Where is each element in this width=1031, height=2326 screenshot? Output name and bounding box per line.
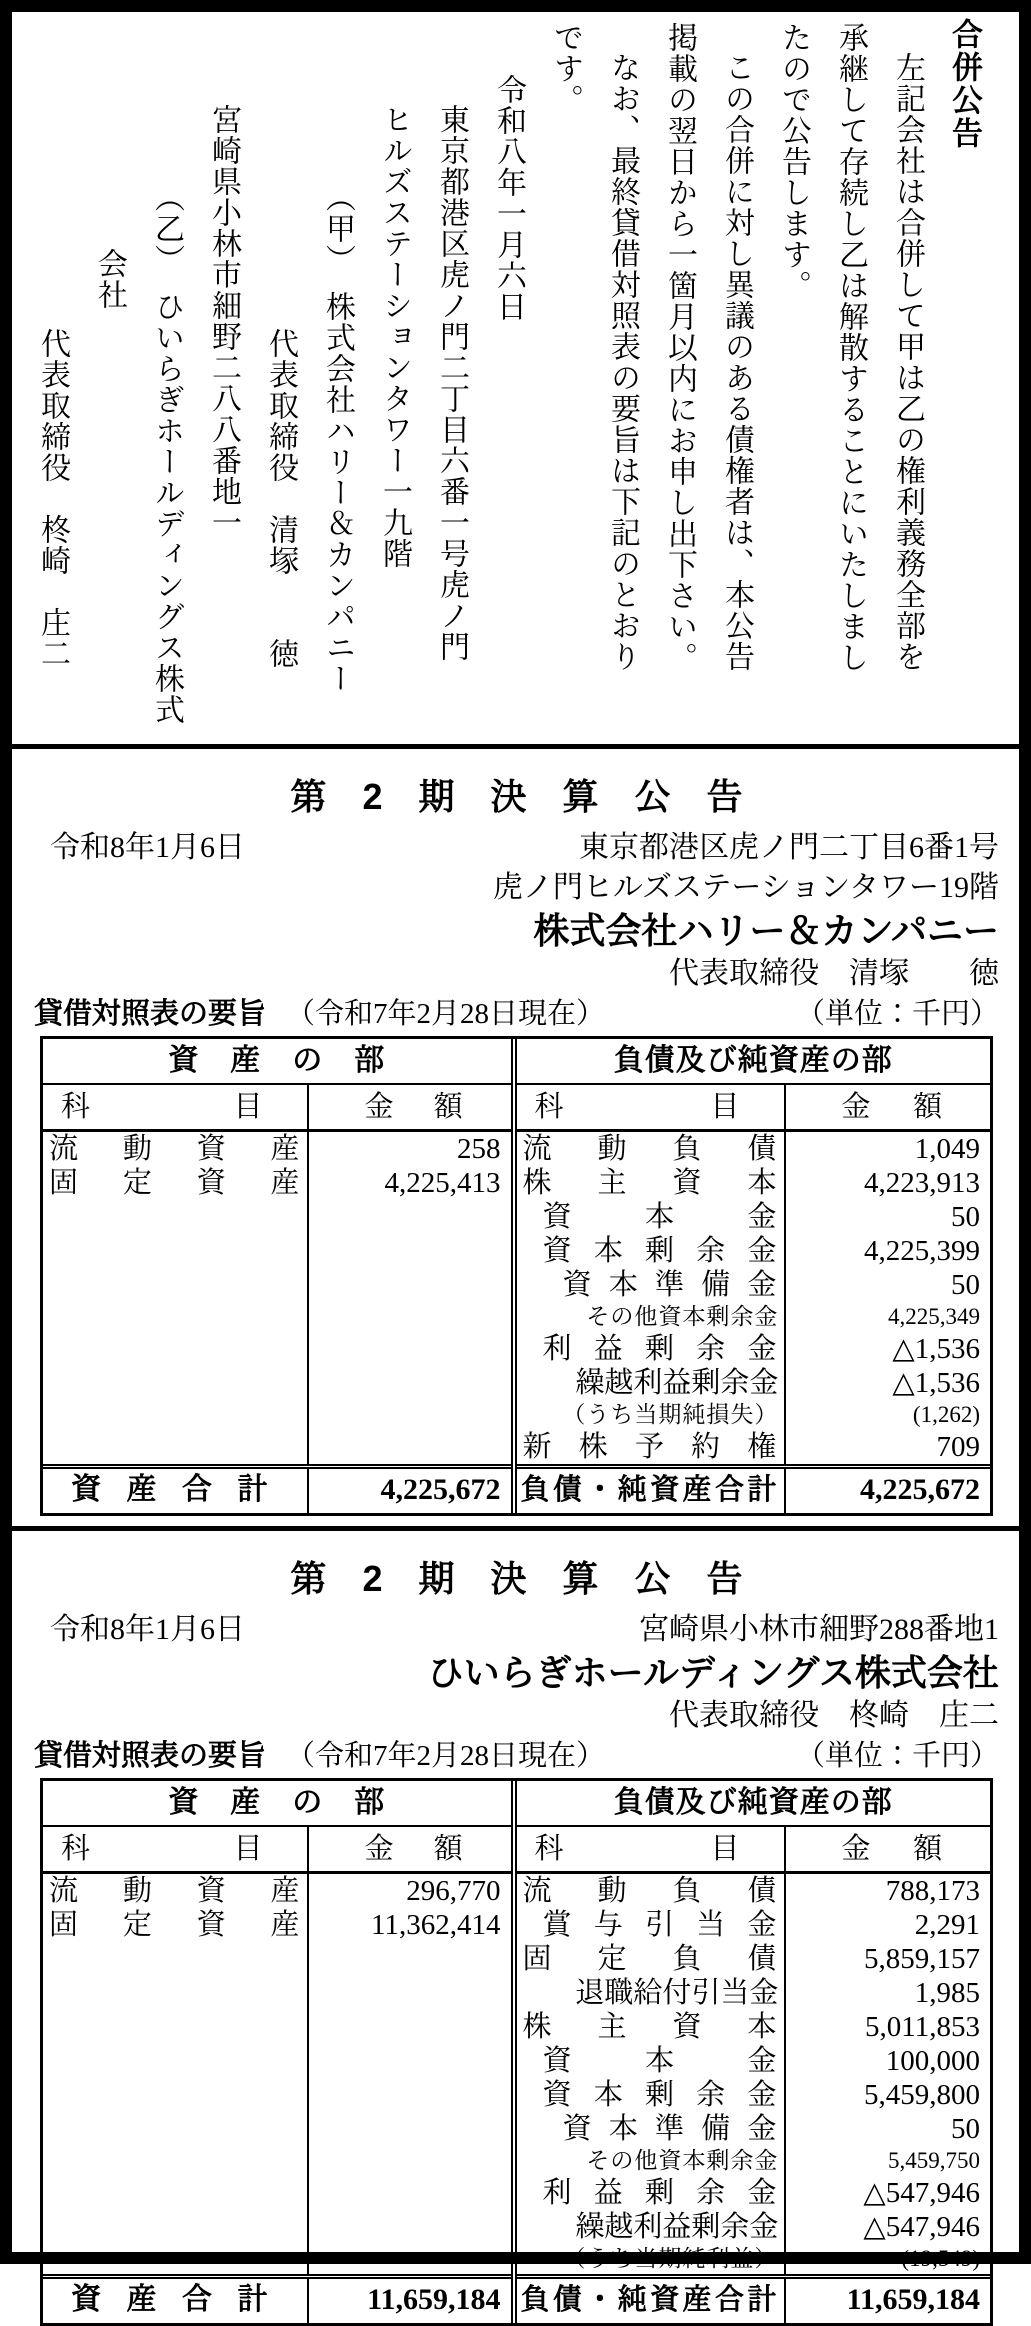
liabilities-subheader (517, 1827, 991, 1874)
balance-sheet-label: 貸借対照表の要旨 (34, 998, 267, 1030)
account-amount: 788,173 (885, 1875, 980, 1907)
account-amount: 50 (950, 1201, 980, 1233)
account-name: 流 動 資 産 (43, 1874, 309, 1908)
account-amount: 11,362,414 (371, 1909, 501, 1941)
liabilities-half (517, 1039, 991, 1513)
company-a-name: （甲） 株式会社ハリー＆カンパニー (321, 182, 354, 694)
liabilities-body (517, 1132, 991, 1464)
account-amount: 296,770 (406, 1875, 501, 1907)
account-name: その他資本剰余金 (517, 1302, 787, 1332)
balance-sheet-label: 貸借対照表の要旨 (34, 1740, 267, 1772)
table-row (517, 1400, 991, 1430)
account-amount: △547,946 (863, 2177, 980, 2209)
liabilities-header: 負債及び純資産の部 (517, 1781, 991, 1827)
table-row (517, 1976, 991, 2010)
company-b-address: 宮崎県小林市細野二八八番地一 (207, 104, 240, 538)
assets-subheader (43, 1827, 511, 1874)
settlement-section-1 (12, 749, 1019, 1516)
company-representative: 代表取締役 清塚 徳 (669, 957, 999, 990)
table-row (517, 1234, 991, 1268)
account-name: 賞 与 引 当 金 (517, 1908, 787, 1942)
account-amount: 5,011,853 (865, 2011, 980, 2043)
table-row (517, 2044, 991, 2078)
table-row (517, 1268, 991, 1302)
assets-header: 資 産 の 部 (43, 1039, 511, 1085)
account-amount: (1,262) (912, 1402, 980, 1427)
account-amount: 100,000 (885, 2045, 980, 2077)
date-address-row (34, 1610, 999, 1650)
table-row (517, 2176, 991, 2210)
merger-notice-line: 承継して存続し乙は解散することにいたしまし (834, 22, 867, 673)
company-b-name-line-1: （乙） ひいらぎホールディングス株式 (150, 182, 183, 725)
assets-total-amount: 4,225,672 (380, 1473, 501, 1506)
liabilities-total-label: 負債・純資産合計 (517, 2279, 787, 2323)
company-b-representative: 代表取締役 柊崎 庄二 (36, 328, 69, 669)
amount-column-header: 金 額 (364, 1833, 463, 1865)
balance-sheet-date: （令和7年2月28日現在） (286, 1740, 606, 1772)
settlement-section-2 (12, 1531, 1019, 2326)
merger-notice-line: たので公告します。 (777, 22, 810, 301)
account-name: 流 動 負 債 (517, 1874, 787, 1908)
merger-notice-title: 合併公告 (947, 18, 982, 150)
account-amount: 50 (950, 1269, 980, 1301)
balance-sheet-caption (34, 1738, 999, 1774)
account-name: 新 株 予 約 権 (517, 1430, 787, 1464)
balance-sheet-unit: （単位：千円） (795, 1740, 999, 1772)
liabilities-half (517, 1781, 991, 2323)
table-row (517, 2078, 991, 2112)
table-row (517, 1430, 991, 1464)
account-amount: 5,459,800 (863, 2079, 980, 2111)
company-name: ひいらぎホールディングス株式会社 (427, 1652, 999, 1693)
account-name: 利 益 剰 余 金 (517, 2176, 787, 2210)
company-b-name-line-2: 会社 (93, 248, 126, 310)
account-name: 資 本 剰 余 金 (517, 2078, 787, 2112)
account-amount: 5,459,750 (887, 2148, 980, 2173)
account-name: 固 定 資 産 (43, 1908, 309, 1942)
assets-body (43, 1132, 511, 1464)
amount-column-header: 金 額 (841, 1833, 942, 1865)
settlement-date: 令和8年1月6日 (50, 1613, 245, 1646)
account-name: 繰越利益剰余金 (517, 2210, 787, 2244)
account-amount: △547,946 (863, 2211, 980, 2243)
company-address-line-2: 虎ノ門ヒルズステーションタワー19階 (492, 871, 999, 904)
account-name: 資 本 剰 余 金 (517, 1234, 787, 1268)
account-amount: 1,985 (914, 1977, 980, 2009)
liabilities-total-label: 負債・純資産合計 (517, 1469, 787, 1513)
company-representative: 代表取締役 柊崎 庄二 (669, 1699, 999, 1732)
account-name: 退職給付引当金 (517, 1976, 787, 2010)
account-name: 資 本 準 備 金 (517, 1268, 787, 1302)
account-name: 株 主 資 本 (517, 2010, 787, 2044)
date-address-row (34, 828, 999, 868)
balance-sheet-unit: （単位：千円） (795, 998, 999, 1030)
account-amount: 4,225,399 (863, 1235, 980, 1267)
balance-sheet-table (40, 1036, 993, 1516)
account-name: （うち当期純利益） (517, 2244, 787, 2274)
table-row (517, 2146, 991, 2176)
account-amount: 709 (936, 1431, 980, 1463)
account-name: 資 本 金 (517, 2044, 787, 2078)
account-amount: 4,225,349 (887, 1304, 980, 1329)
account-name: 固 定 資 産 (43, 1166, 309, 1200)
subject-column-header: 科 目 (43, 1827, 309, 1871)
subject-column-header: 科 目 (517, 1085, 787, 1129)
account-amount: △1,536 (892, 1333, 980, 1365)
table-row (517, 1132, 991, 1166)
table-row (517, 1332, 991, 1366)
account-name: 流 動 資 産 (43, 1132, 309, 1166)
liabilities-header: 負債及び純資産の部 (517, 1039, 991, 1085)
account-amount: (19,549) (901, 2246, 980, 2271)
assets-total-row (43, 1464, 511, 1513)
settlement-date: 令和8年1月6日 (50, 831, 245, 864)
table-row (517, 1874, 991, 1908)
liabilities-total-row (517, 1464, 991, 1513)
account-amount: 50 (950, 2113, 980, 2145)
assets-half (43, 1781, 517, 2323)
table-row (517, 2244, 991, 2274)
table-row (517, 1302, 991, 1332)
table-row (517, 2210, 991, 2244)
table-row (43, 1132, 511, 1166)
merger-notice-line: この合併に対し異議のある債権者は、本公告 (720, 52, 753, 672)
subject-column-header: 科 目 (517, 1827, 787, 1871)
liabilities-total-amount: 4,225,672 (859, 1473, 980, 1506)
account-name: 資 本 金 (517, 1200, 787, 1234)
account-amount: △1,536 (892, 1367, 980, 1399)
account-name: 株 主 資 本 (517, 1166, 787, 1200)
balance-sheet-date: （令和7年2月28日現在） (286, 998, 606, 1030)
assets-header: 資 産 の 部 (43, 1781, 511, 1827)
table-row (517, 2010, 991, 2044)
table-row (517, 1908, 991, 1942)
account-amount: 4,225,413 (384, 1167, 501, 1199)
account-name: 固 定 負 債 (517, 1942, 787, 1976)
liabilities-total-amount: 11,659,184 (846, 2283, 980, 2316)
assets-body (43, 1874, 511, 2274)
amount-column-header: 金 額 (841, 1091, 942, 1123)
table-row (517, 1366, 991, 1400)
liabilities-subheader (517, 1085, 991, 1132)
company-a-representative: 代表取締役 清塚 徳 (264, 328, 297, 669)
empty-space (43, 1942, 511, 2274)
table-row (43, 1166, 511, 1200)
table-row (517, 2112, 991, 2146)
settlement-title: 第 2 期 決 算 公 告 (290, 776, 743, 817)
company-a-address-line-1: 東京都港区虎ノ門二丁目六番一号虎ノ門 (435, 104, 468, 662)
assets-total-label: 資 産 合 計 (43, 2279, 309, 2323)
merger-notice-section (12, 12, 1007, 744)
account-name: その他資本剰余金 (517, 2146, 787, 2176)
account-amount: 5,859,157 (863, 1943, 980, 1975)
merger-notice-line: 左記会社は合併して甲は乙の権利義務全部を (891, 52, 924, 672)
account-amount: 4,223,913 (863, 1167, 980, 1199)
account-name: （うち当期純損失） (517, 1400, 787, 1430)
account-name: 利 益 剰 余 金 (517, 1332, 787, 1366)
liabilities-body (517, 1874, 991, 2274)
balance-sheet-table (40, 1778, 993, 2326)
account-name: 資 本 準 備 金 (517, 2112, 787, 2146)
account-name: 流 動 負 債 (517, 1132, 787, 1166)
account-amount: 2,291 (914, 1909, 980, 1941)
company-a-address-line-2: ヒルズステーションタワー一九階 (378, 104, 411, 569)
table-row (43, 1874, 511, 1908)
account-amount: 258 (456, 1133, 501, 1165)
balance-sheet-caption (34, 996, 999, 1032)
company-address-line-1: 東京都港区虎ノ門二丁目6番1号 (579, 831, 999, 864)
merger-notice-date: 令和八年一月六日 (492, 74, 525, 322)
empty-space (43, 1200, 511, 1464)
assets-total-label: 資 産 合 計 (43, 1469, 309, 1513)
company-name: 株式会社ハリー＆カンパニー (533, 910, 999, 951)
assets-total-row (43, 2274, 511, 2323)
table-row (517, 1942, 991, 1976)
liabilities-total-row (517, 2274, 991, 2323)
subject-column-header: 科 目 (43, 1085, 309, 1129)
assets-subheader (43, 1085, 511, 1132)
assets-total-amount: 11,659,184 (367, 2283, 501, 2316)
table-row (517, 1200, 991, 1234)
merger-notice-line: なお、最終貸借対照表の要旨は下記のとおり (606, 52, 639, 672)
account-name: 繰越利益剰余金 (517, 1366, 787, 1400)
merger-notice-line: 掲載の翌日から一箇月以内にお申し出下さい。 (663, 22, 696, 673)
settlement-title: 第 2 期 決 算 公 告 (290, 1558, 743, 1599)
merger-notice-line: です。 (549, 22, 582, 115)
table-row (43, 1908, 511, 1942)
table-row (517, 1166, 991, 1200)
account-amount: 1,049 (914, 1133, 980, 1165)
assets-half (43, 1039, 517, 1513)
company-address-line-1: 宮崎県小林市細野288番地1 (639, 1613, 999, 1646)
amount-column-header: 金 額 (364, 1091, 463, 1123)
